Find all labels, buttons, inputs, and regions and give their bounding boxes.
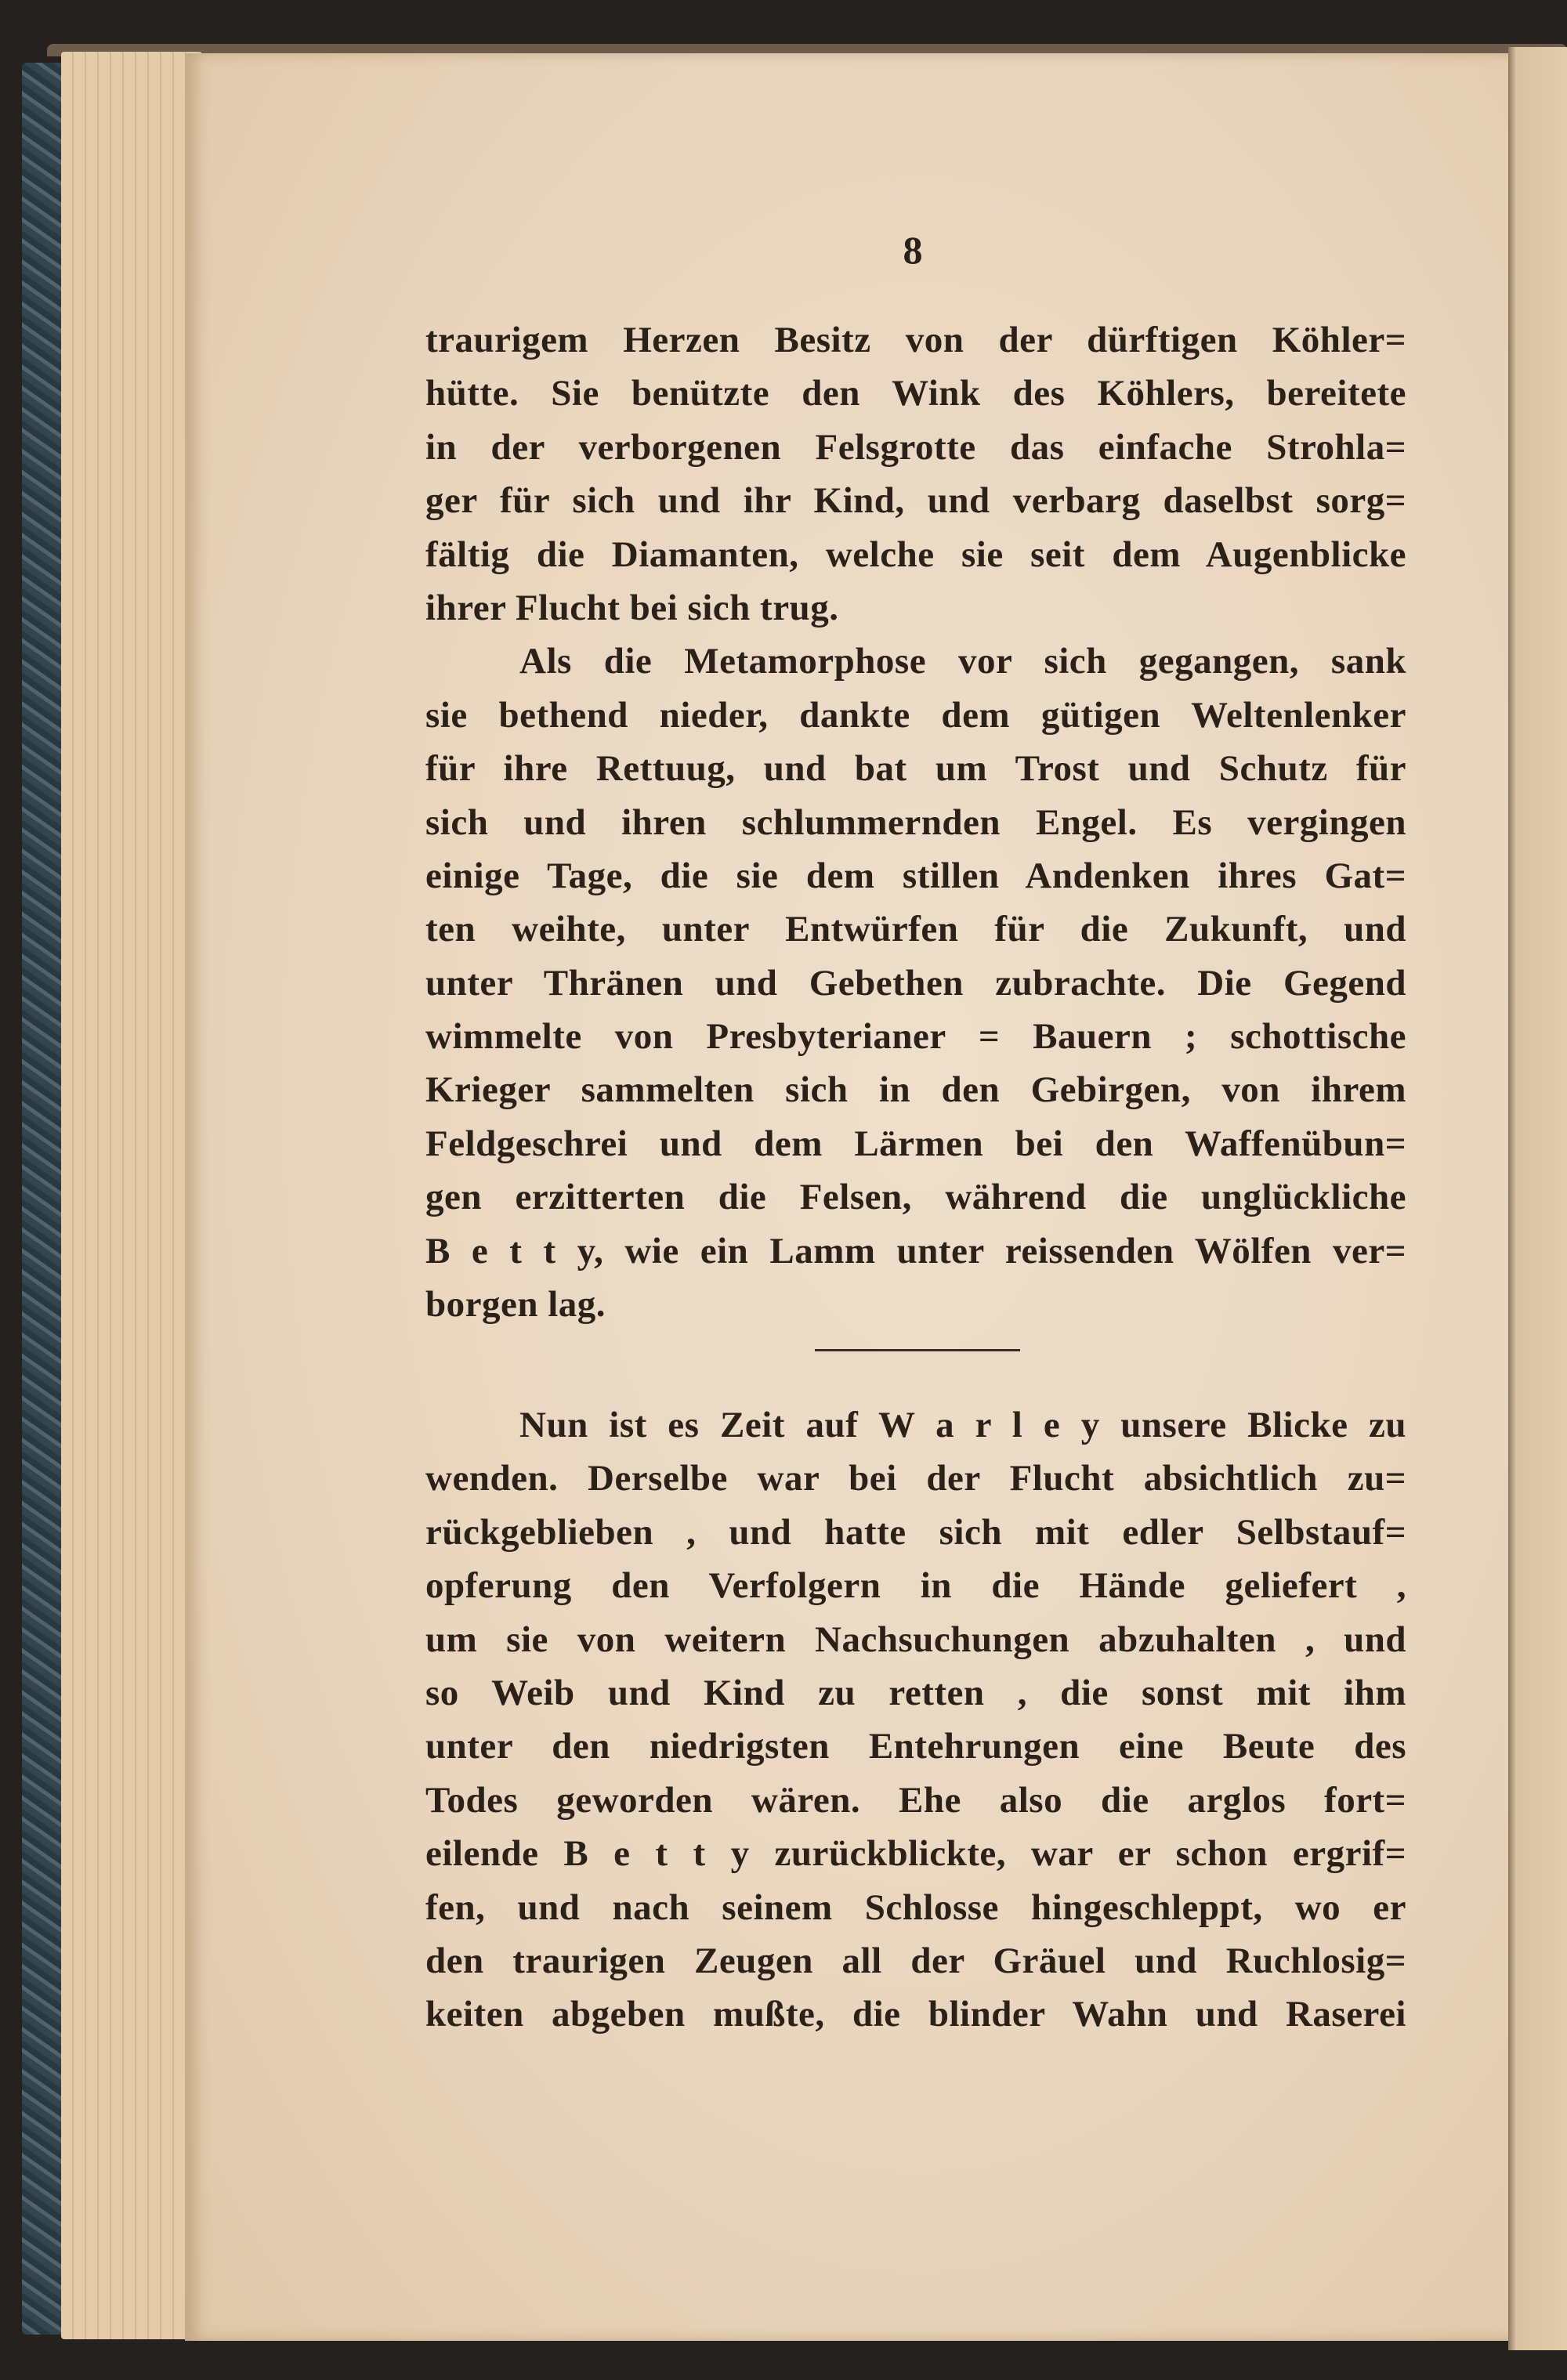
text-line: borgen lag. xyxy=(425,1284,606,1326)
section-divider xyxy=(815,1349,1020,1351)
text-line: wimmelte von Presbyterianer = Bauern ; schottische xyxy=(425,1016,1406,1058)
text-line: so Weib und Kind zu retten , die sonst mit ihm xyxy=(425,1672,1406,1713)
text-line: fen, und nach seinem Schlosse hingeschleppt, wo er xyxy=(425,1886,1406,1928)
text-line: ten weihte, unter Entwürfen für die Zukunft, und xyxy=(425,909,1406,950)
text-section-2 xyxy=(425,1398,1406,2042)
text-line: unter Thränen und Gebethen zubrachte. Die Gegend xyxy=(425,962,1406,1004)
facing-page-edge xyxy=(1508,47,1567,2350)
marbled-book-cover xyxy=(22,63,63,2335)
page-stack-edge xyxy=(61,52,202,2339)
text-line: unter den niedrigsten Entehrungen eine Beute des xyxy=(425,1726,1406,1767)
text-line: B e t t y, wie ein Lamm unter reissenden Wölfen ver= xyxy=(425,1230,1406,1271)
text-section-1 xyxy=(425,313,1406,1331)
text-line: Feldgeschrei und dem Lärmen bei den Waffenübun= xyxy=(425,1123,1406,1164)
text-line: einige Tage, die sie dem stillen Andenken ihres Gat= xyxy=(425,855,1406,896)
text-line: Nun ist es Zeit auf W a r l e y unsere Blicke zu xyxy=(519,1405,1406,1445)
text-line: hütte. Sie benützte den Wink des Köhlers, bereitete xyxy=(425,373,1406,414)
text-line: den traurigen Zeugen all der Gräuel und Ruchlosig= xyxy=(425,1940,1406,1981)
text-line: für ihre Rettuug, und bat um Trost und Schutz für xyxy=(425,748,1406,790)
text-line: traurigem Herzen Besitz von der dürftigen Köhler= xyxy=(425,320,1406,360)
text-line: ihrer Flucht bei sich trug. xyxy=(425,587,839,628)
text-line: Als die Metamorphose vor sich gegangen, sank xyxy=(519,641,1406,682)
text-line: keiten abgeben mußte, die blinder Wahn und Raserei xyxy=(425,1994,1406,2035)
page-number: 8 xyxy=(903,228,923,272)
text-line: gen erzitterten die Felsen, während die unglückliche xyxy=(425,1177,1406,1218)
text-line: sich und ihren schlummernden Engel. Es vergingen xyxy=(425,801,1406,843)
text-line: opferung den Verfolgern in die Hände geliefert , xyxy=(425,1565,1406,1607)
text-line: um sie von weitern Nachsuchungen abzuhalten , und xyxy=(425,1619,1406,1660)
text-line: rückgeblieben , und hatte sich mit edler Selbstauf= xyxy=(425,1511,1406,1553)
text-line: Todes geworden wären. Ehe also die arglos fort= xyxy=(425,1779,1406,1821)
text-line: wenden. Derselbe war bei der Flucht absichtlich zu= xyxy=(425,1458,1406,1499)
text-line: eilende B e t t y zurückblickte, war er schon ergrif= xyxy=(425,1833,1406,1875)
text-line: in der verborgenen Felsgrotte das einfache Strohla= xyxy=(425,426,1406,468)
text-line: Krieger sammelten sich in den Gebirgen, von ihrem xyxy=(425,1069,1406,1111)
text-line: fältig die Diamanten, welche sie seit dem Augenblicke xyxy=(425,534,1406,575)
text-line: sie bethend nieder, dankte dem gütigen Weltenlenker xyxy=(425,694,1406,736)
text-line: ger für sich und ihr Kind, und verbarg daselbst sorg= xyxy=(425,480,1406,522)
